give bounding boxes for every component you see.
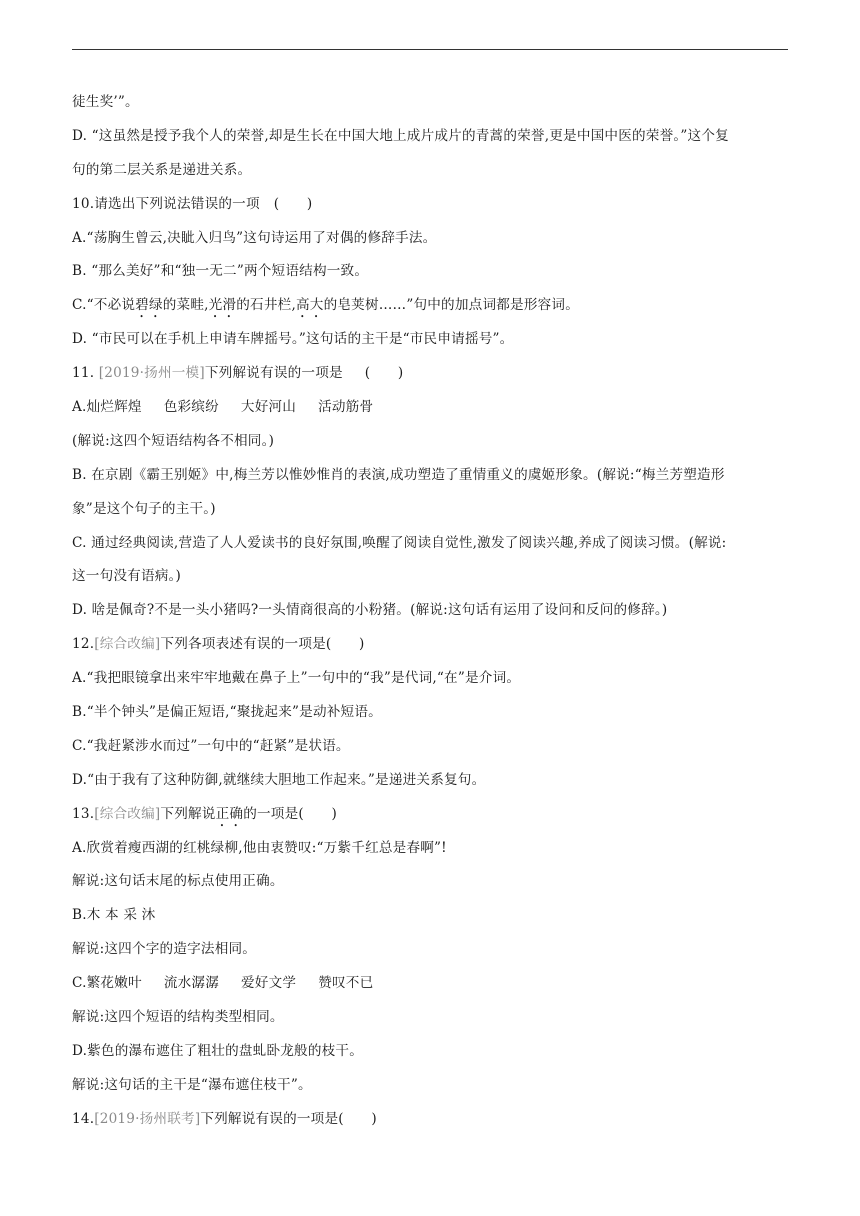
- question-source: [2019·扬州联考]: [94, 1110, 201, 1127]
- text-line: 徒生奖’”。: [72, 94, 139, 110]
- option-d: D. 啥是佩奇?不是一头小猪吗?一头情商很高的小粉猪。(解说:这句话有运用了设问和反问的修辞。): [72, 602, 668, 619]
- explanation: 解说:这句话末尾的标点使用正确。: [72, 873, 284, 890]
- document-body: [72, 86, 790, 1137]
- question-14: 14.[2019·扬州联考]下列解说有误的一项是( ): [72, 1110, 377, 1127]
- text-line: 象”是这个句子的主干。): [72, 500, 216, 517]
- header-rule: [72, 49, 788, 50]
- explanation: 解说:这四个短语的结构类型相同。: [72, 1009, 284, 1026]
- option-d: D.紫色的瀑布遮住了粗壮的盘虬卧龙般的枝干。: [72, 1042, 364, 1059]
- dotted-word: 正确: [215, 805, 244, 822]
- question-11: 11. [2019·扬州一模]下列解说有误的一项是 ( ): [72, 365, 404, 382]
- option-a: A.欣赏着瘦西湖的红桃绿柳,他由衷赞叹:“万紫千红总是春啊”!: [72, 839, 447, 856]
- question-source: [2019·扬州一模]: [98, 365, 205, 382]
- dotted-word: 高大: [295, 297, 324, 314]
- option-b: B. “那么美好”和“独一无二”两个短语结构一致。: [72, 263, 369, 280]
- option-b: B. 在京剧《霸王别姬》中,梅兰芳以惟妙惟肖的表演,成功塑造了重情重义的虞姬形象。(解说:“梅兰芳塑造形: [72, 466, 725, 483]
- option-b: B.“半个钟头”是偏正短语,“聚拢起来”是动补短语。: [72, 704, 382, 721]
- question-13: 13.[综合改编]下列解说正确的一项是( ): [72, 805, 337, 822]
- option-a: A.“我把眼镜拿出来牢牢地戴在鼻子上”一句中的“我”是代词,“在”是介词。: [72, 670, 521, 687]
- option-c: C.“不必说碧绿的菜畦,光滑的石井栏,高大的皂荚树……”句中的加点词都是形容词。: [72, 297, 579, 314]
- option-d: D. “市民可以在手机上申请车牌摇号。”这句话的主干是“市民申请摇号”。: [72, 331, 514, 348]
- option-d: D.“由于我有了这种防御,就继续大胆地工作起来。”是递进关系复句。: [72, 771, 486, 788]
- explanation: 解说:这句话的主干是“瀑布遮住枝干”。: [72, 1076, 312, 1093]
- option-d: D. “这虽然是授予我个人的荣誉,却是生长在中国大地上成片成片的青蒿的荣誉,更是中国中医的荣誉。”这个复: [72, 127, 729, 144]
- option-b: B.木 本 采 沐: [72, 907, 156, 924]
- text-line: 句的第二层关系是递进关系。: [72, 161, 252, 178]
- answer-blank: ( ): [273, 195, 313, 212]
- option-c: C.“我赶紧涉水而过”一句中的“赶紧”是状语。: [72, 737, 350, 754]
- text-line: 这一句没有语病。): [72, 568, 182, 585]
- question-source: [综合改编]: [94, 805, 161, 822]
- question-source: [综合改编]: [94, 636, 161, 653]
- explanation: (解说:这四个短语结构各不相同。): [72, 432, 275, 449]
- question-12: 12.[综合改编]下列各项表述有误的一项是( ): [72, 636, 365, 653]
- option-c: C. 通过经典阅读,营造了人人爱读书的良好氛围,唤醒了阅读自觉性,激发了阅读兴趣,养成了阅读习惯。(解说:: [72, 534, 727, 551]
- dotted-word: 光滑: [208, 297, 237, 314]
- option-c: C.繁花嫩叶 流水潺潺 爱好文学 赞叹不已: [72, 975, 374, 992]
- explanation: 解说:这四个字的造字法相同。: [72, 941, 257, 958]
- dotted-word: 碧绿: [135, 297, 163, 314]
- option-a: A.灿烂辉煌 色彩缤纷 大好河山 活动筋骨: [72, 399, 374, 416]
- answer-blank: ( ): [364, 365, 404, 382]
- question-10: 10.请选出下列说法错误的一项 ( ): [72, 195, 313, 212]
- option-a: A.“荡胸生曾云,决眦入归鸟”这句诗运用了对偶的修辞手法。: [72, 229, 437, 246]
